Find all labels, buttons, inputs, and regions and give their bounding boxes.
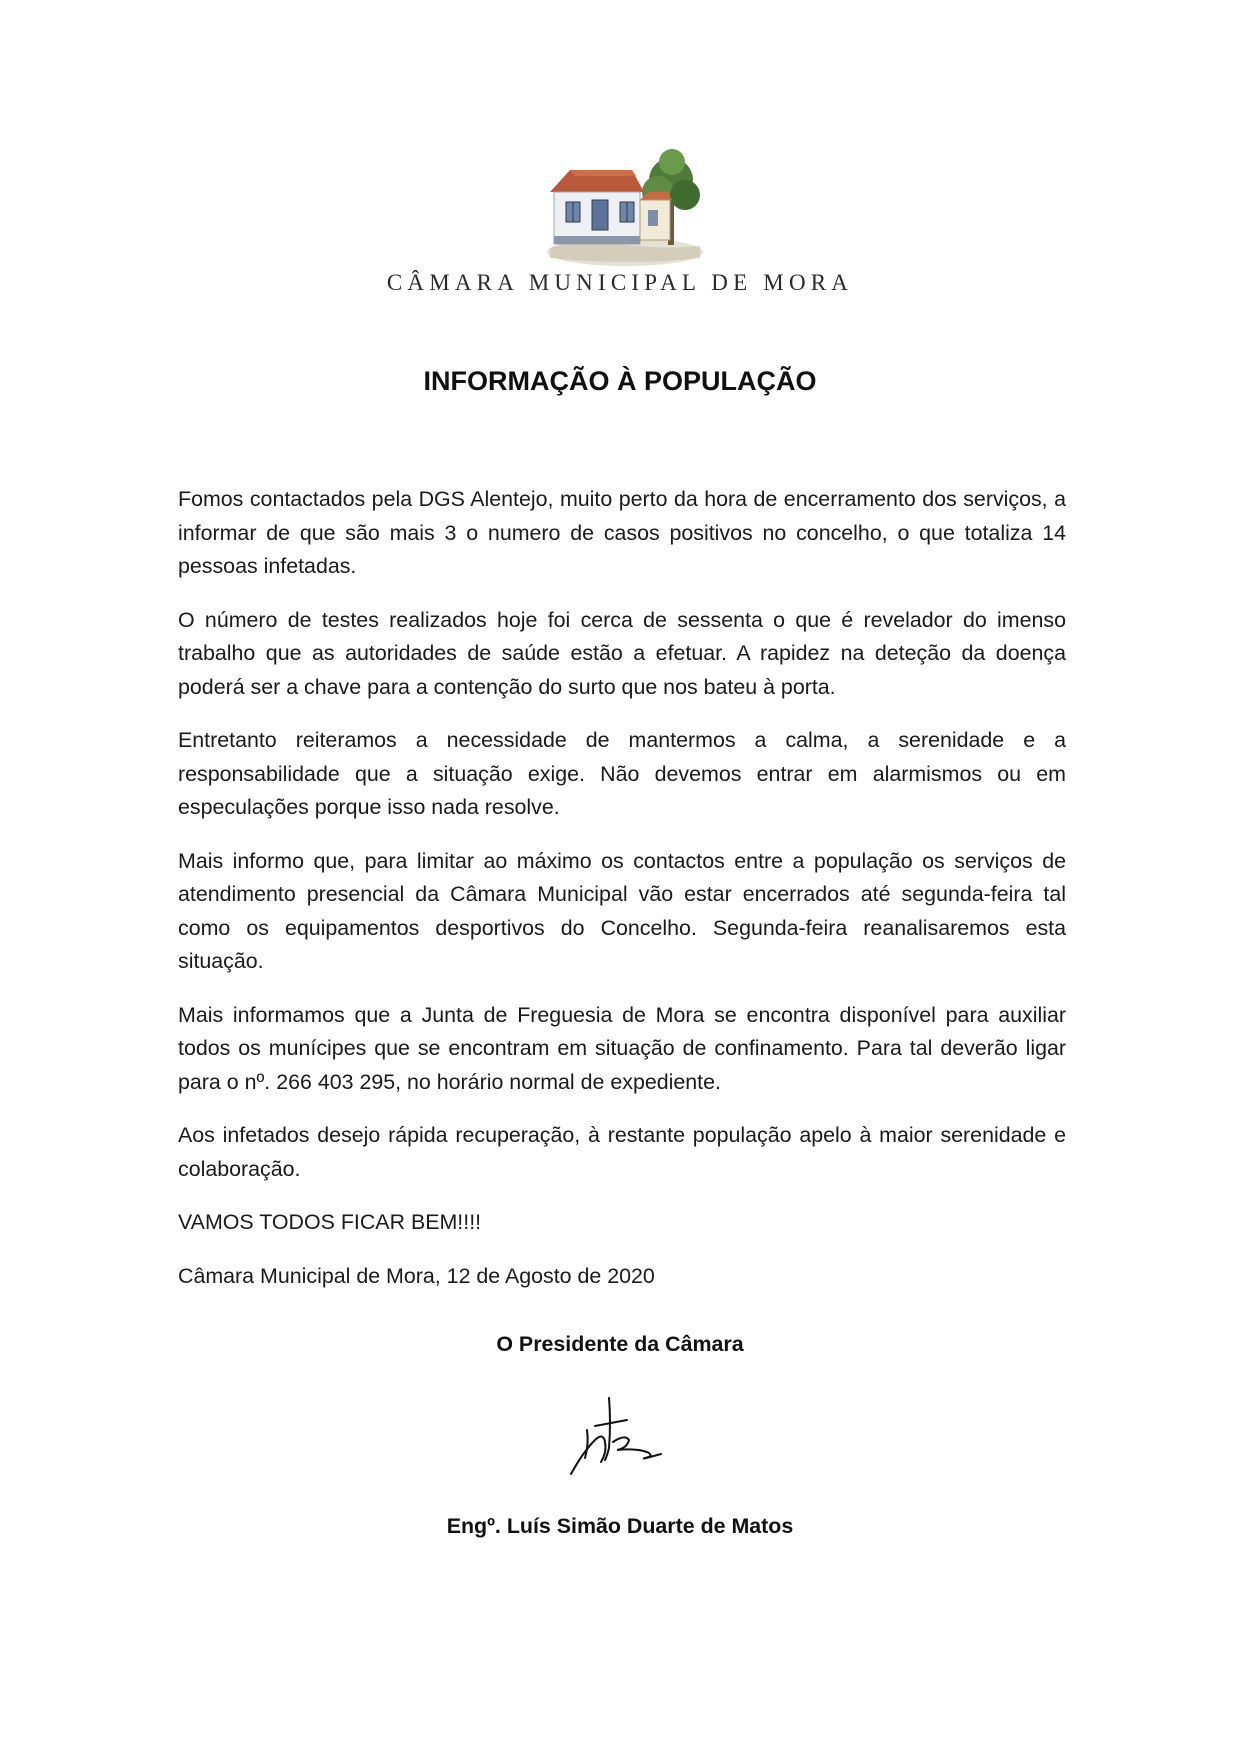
handwritten-signature-icon xyxy=(565,1392,685,1482)
signer-role: O Presidente da Câmara xyxy=(496,1332,744,1356)
closing-line: VAMOS TODOS FICAR BEM!!!! xyxy=(178,1210,482,1234)
place-date: Câmara Municipal de Mora, 12 de Agosto de 2020 xyxy=(178,1263,655,1288)
paragraph: Fomos contactados pela DGS Alentejo, muito perto da hora de encerramento dos serviços, a informar de que são mais 3 o numero de casos positivos no concelho, o que totaliza 14 pessoas infetadas. xyxy=(178,487,1066,578)
document-body xyxy=(178,483,1066,1313)
paragraph: Aos infetados desejo rápida recuperação, à restante população apelo à maior serenidade e colaboração. xyxy=(178,1123,1066,1181)
signature-block xyxy=(0,1332,1240,1357)
signer-name: Engº. Luís Simão Duarte de Matos xyxy=(446,1514,794,1538)
document-title: INFORMAÇÃO À POPULAÇÃO xyxy=(423,366,817,396)
paragraph: Mais informamos que a Junta de Freguesia de Mora se encontra disponível para auxiliar todos os munícipes que se encontram em situação de confinamento. Para tal deverão ligar para o nº. 266 403 295, no horário normal de expediente. xyxy=(178,1002,1066,1094)
town-hall-logo-icon xyxy=(540,140,710,270)
organization-name: CÂMARA MUNICIPAL DE MORA xyxy=(386,270,854,295)
paragraph: Entretanto reiteramos a necessidade de mantermos a calma, a serenidade e a responsabilidade que a situação exige. Não devemos entrar em alarmismos ou em especulações porque isso nada resolve. xyxy=(178,728,1066,819)
paragraph: O número de testes realizados hoje foi cerca de sessenta o que é revelador do imenso trabalho que as autoridades de saúde estão a efetuar. A rapidez na deteção da doença poderá ser a chave para a contenção do surto que nos bateu à porta. xyxy=(178,607,1066,699)
paragraph: Mais informo que, para limitar ao máximo os contactos entre a população os serviços de atendimento presencial da Câmara Municipal vão estar encerrados até segunda-feira tal como os equipamentos desportivos do Concelho. Segunda-feira reanalisaremos esta situação. xyxy=(178,848,1066,973)
